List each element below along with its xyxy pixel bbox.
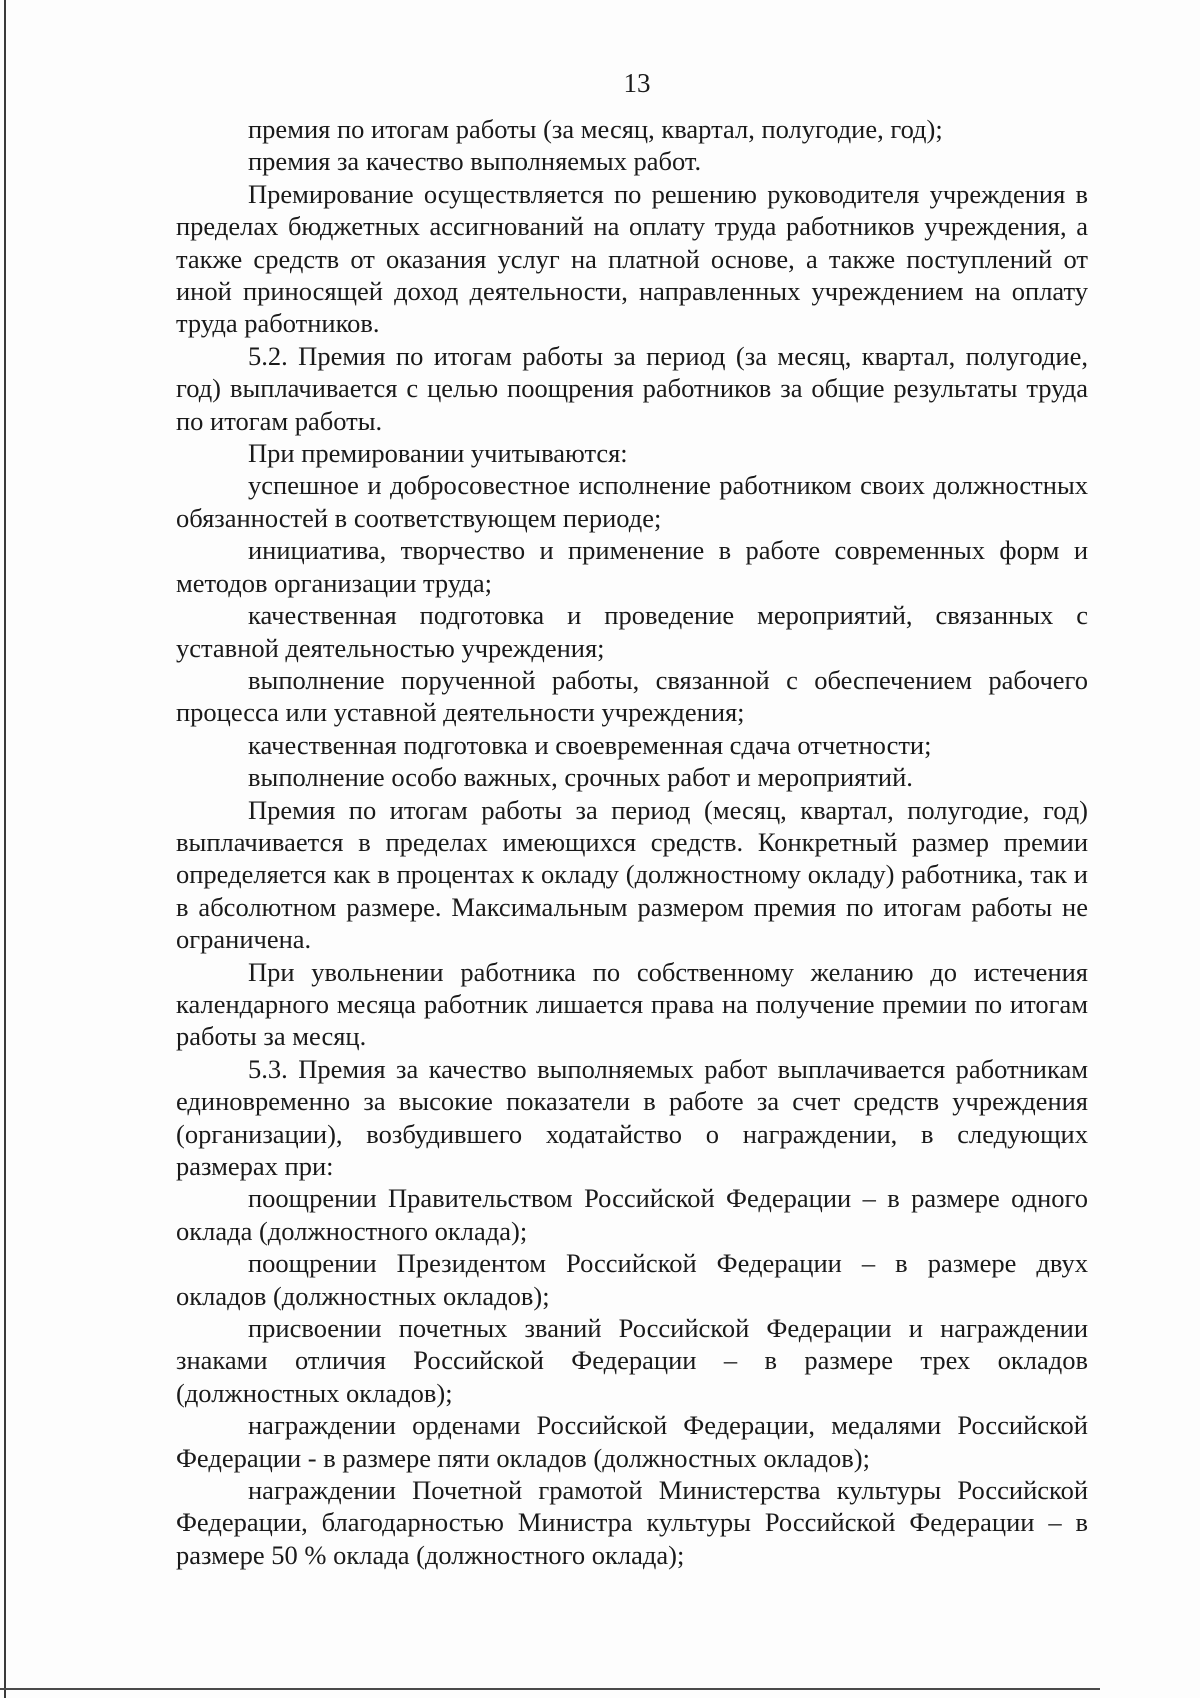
paragraph-17: присвоении почетных званий Российской Федерации и награждении знаками отличия Российской Федерации – в размере трех окладов (должностных окладов); xyxy=(176,1313,1088,1408)
paragraph-3: Премирование осуществляется по решению руководителя учреждения в пределах бюджетных ассигнований на оплату труда работников учреждения, а также средств от оказания услуг на платной основе, а также поступлений от иной приносящей доход деятельности, направленных учреждением на оплату труда работников. xyxy=(176,178,1088,339)
paragraph-19: награждении Почетной грамотой Министерства культуры Российской Федерации, благодарностью Министра культуры Российской Федерации – в размере 50 % оклада (должностного оклада); xyxy=(176,1475,1088,1570)
page-number: 13 xyxy=(623,68,651,98)
paragraph-13: При увольнении работника по собственному желанию до истечения календарного месяца работник лишается права на получение премии по итогам работы за месяц. xyxy=(176,956,1088,1052)
paragraph-11: выполнение особо важных, срочных работ и мероприятий. xyxy=(248,762,913,793)
paragraph-7: инициатива, творчество и применение в работе современных форм и методов организации труда; xyxy=(176,535,1088,598)
paragraph-18: награждении орденами Российской Федерации, медалями Российской Федерации - в размере пяти окладов (должностных окладов); xyxy=(176,1410,1088,1473)
paragraph-16: поощрении Президентом Российской Федерации – в размере двух окладов (должностных окладов); xyxy=(176,1248,1088,1311)
paragraph-8: качественная подготовка и проведение мероприятий, связанных с уставной деятельностью учреждения; xyxy=(176,600,1088,663)
paragraph-15: поощрении Правительством Российской Федерации – в размере одного оклада (должностного оклада); xyxy=(176,1183,1088,1246)
paragraph-6: успешное и добросовестное исполнение работником своих должностных обязанностей в соответствующем периоде; xyxy=(176,470,1088,533)
paragraph-4: 5.2. Премия по итогам работы за период (за месяц, квартал, полугодие, год) выплачивается с целью поощрения работников за общие результаты труда по итогам работы. xyxy=(176,340,1088,436)
paragraph-5: При премировании учитываются: xyxy=(248,438,628,469)
scan-bottom-edge xyxy=(0,1688,1100,1690)
paragraph-9: выполнение порученной работы, связанной с обеспечением рабочего процесса или уставной деятельности учреждения; xyxy=(176,664,1088,728)
paragraph-12: Премия по итогам работы за период (месяц, квартал, полугодие, год) выплачивается в пределах имеющихся средств. Конкретный размер премии определяется как в процентах к окладу (должностному окладу) работника, так и в абсолютном размере. Максимальным размером премия по итогам работы не ограничена. xyxy=(176,794,1088,955)
paragraph-10: качественная подготовка и своевременная сдача отчетности; xyxy=(248,729,932,760)
paragraph-2: премия за качество выполняемых работ. xyxy=(248,146,702,177)
paragraph-14: 5.3. Премия за качество выполняемых работ выплачивается работникам единовременно за высокие показатели в работе за счет средств учреждения (организации), возбудившего ходатайство о награждении, в следующих размерах при: xyxy=(176,1053,1088,1181)
scan-left-edge xyxy=(4,0,6,1698)
document-body xyxy=(176,113,1088,1571)
paragraph-1: премия по итогам работы (за месяц, квартал, полугодие, год); xyxy=(248,114,943,144)
